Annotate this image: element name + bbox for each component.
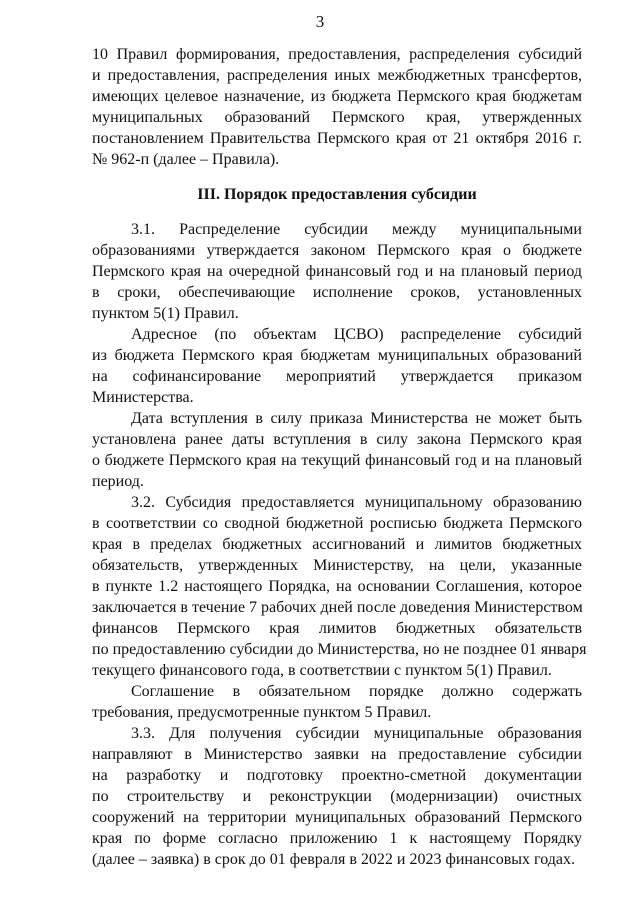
text-line: постановлением Правительства Пермского края от 21 октября 2016 г. [92, 130, 582, 147]
document-body [92, 44, 587, 870]
text-line: на разработку и подготовку проектно-сметной документации [92, 767, 582, 784]
text-line: образованиями утверждается законом Пермского края о бюджете [92, 242, 582, 259]
text-line: № 962-п (далее – Правила). [92, 151, 280, 168]
paragraph-3-1 [92, 219, 582, 324]
page-number: 3 [315, 12, 325, 31]
paragraph-3-2 [92, 492, 587, 681]
text-line: финансов Пермского края лимитов бюджетных обязательств [92, 620, 582, 637]
text-line: Пермского края на очередной финансовый год и на плановый период [92, 263, 582, 280]
text-line: обязательств, утвержденных Министерству, на цели, указанные [92, 557, 582, 574]
text-line: в пункте 1.2 настоящего Порядка, на основании Соглашения, которое [92, 578, 582, 595]
text-line: 3.2. Субсидия предоставляется муниципальному образованию [131, 494, 582, 511]
text-line: 3.3. Для получения субсидии муниципальные образования [131, 725, 582, 742]
text-line: 10 Правил формирования, предоставления, распределения субсидий [92, 46, 582, 63]
text-line: заключается в течение 7 рабочих дней после доведения Министерством [92, 599, 583, 616]
text-line: в сроки, обеспечивающие исполнение сроков, установленных [92, 284, 582, 301]
text-line: направляют в Министерство заявки на предоставление субсидии [92, 746, 582, 763]
text-line: на софинансирование мероприятий утверждается приказом [92, 368, 582, 385]
paragraph-agreement [92, 681, 582, 723]
text-line: Министерства. [92, 389, 194, 406]
text-line: и предоставления, распределения иных межбюджетных трансфертов, [92, 67, 582, 84]
text-line: по предоставлению субсидии до Министерства, но не позднее 01 января [92, 641, 587, 658]
text-line: текущего финансового года, в соответствии с пунктом 5(1) Правил. [92, 662, 552, 679]
text-line: установлена ранее даты вступления в силу закона Пермского края [92, 431, 582, 448]
paragraph-3-3 [92, 723, 582, 870]
text-line: требования, предусмотренные пунктом 5 Правил. [92, 704, 432, 721]
text-line: период. [92, 473, 144, 490]
section-heading: III. Порядок предоставления субсидии [197, 186, 477, 203]
text-line: 3.1. Распределение субсидии между муниципальными [131, 221, 582, 238]
paragraph-effective-date [92, 408, 582, 492]
text-line: (далее – заявка) в срок до 01 февраля в 2022 и 2023 финансовых годах. [92, 851, 575, 868]
text-line: Адресное (по объектам ЦСВО) распределение субсидий [131, 326, 582, 343]
text-line: муниципальных образований Пермского края, утвержденных [92, 109, 582, 126]
text-line: в соответствии со сводной бюджетной росписью бюджета Пермского [92, 515, 582, 532]
paragraph-address-distribution [92, 324, 582, 408]
text-line: по строительству и реконструкции (модернизации) очистных [92, 788, 582, 805]
text-line: сооружений на территории муниципальных образований Пермского [92, 809, 582, 826]
text-line: о бюджете Пермского края на текущий финансовый год и на плановый [92, 452, 582, 469]
text-line: Соглашение в обязательном порядке должно содержать [131, 683, 582, 700]
text-line: имеющих целевое назначение, из бюджета Пермского края бюджетам [92, 88, 582, 105]
text-line: пунктом 5(1) Правил. [92, 305, 239, 322]
text-line: края в пределах бюджетных ассигнований и лимитов бюджетных [92, 536, 582, 553]
text-line: из бюджета Пермского края бюджетам муниципальных образований [92, 347, 582, 364]
text-line: края по форме согласно приложению 1 к настоящему Порядку [92, 830, 582, 847]
text-line: Дата вступления в силу приказа Министерства не может быть [131, 410, 582, 427]
intro-paragraph [92, 44, 582, 170]
